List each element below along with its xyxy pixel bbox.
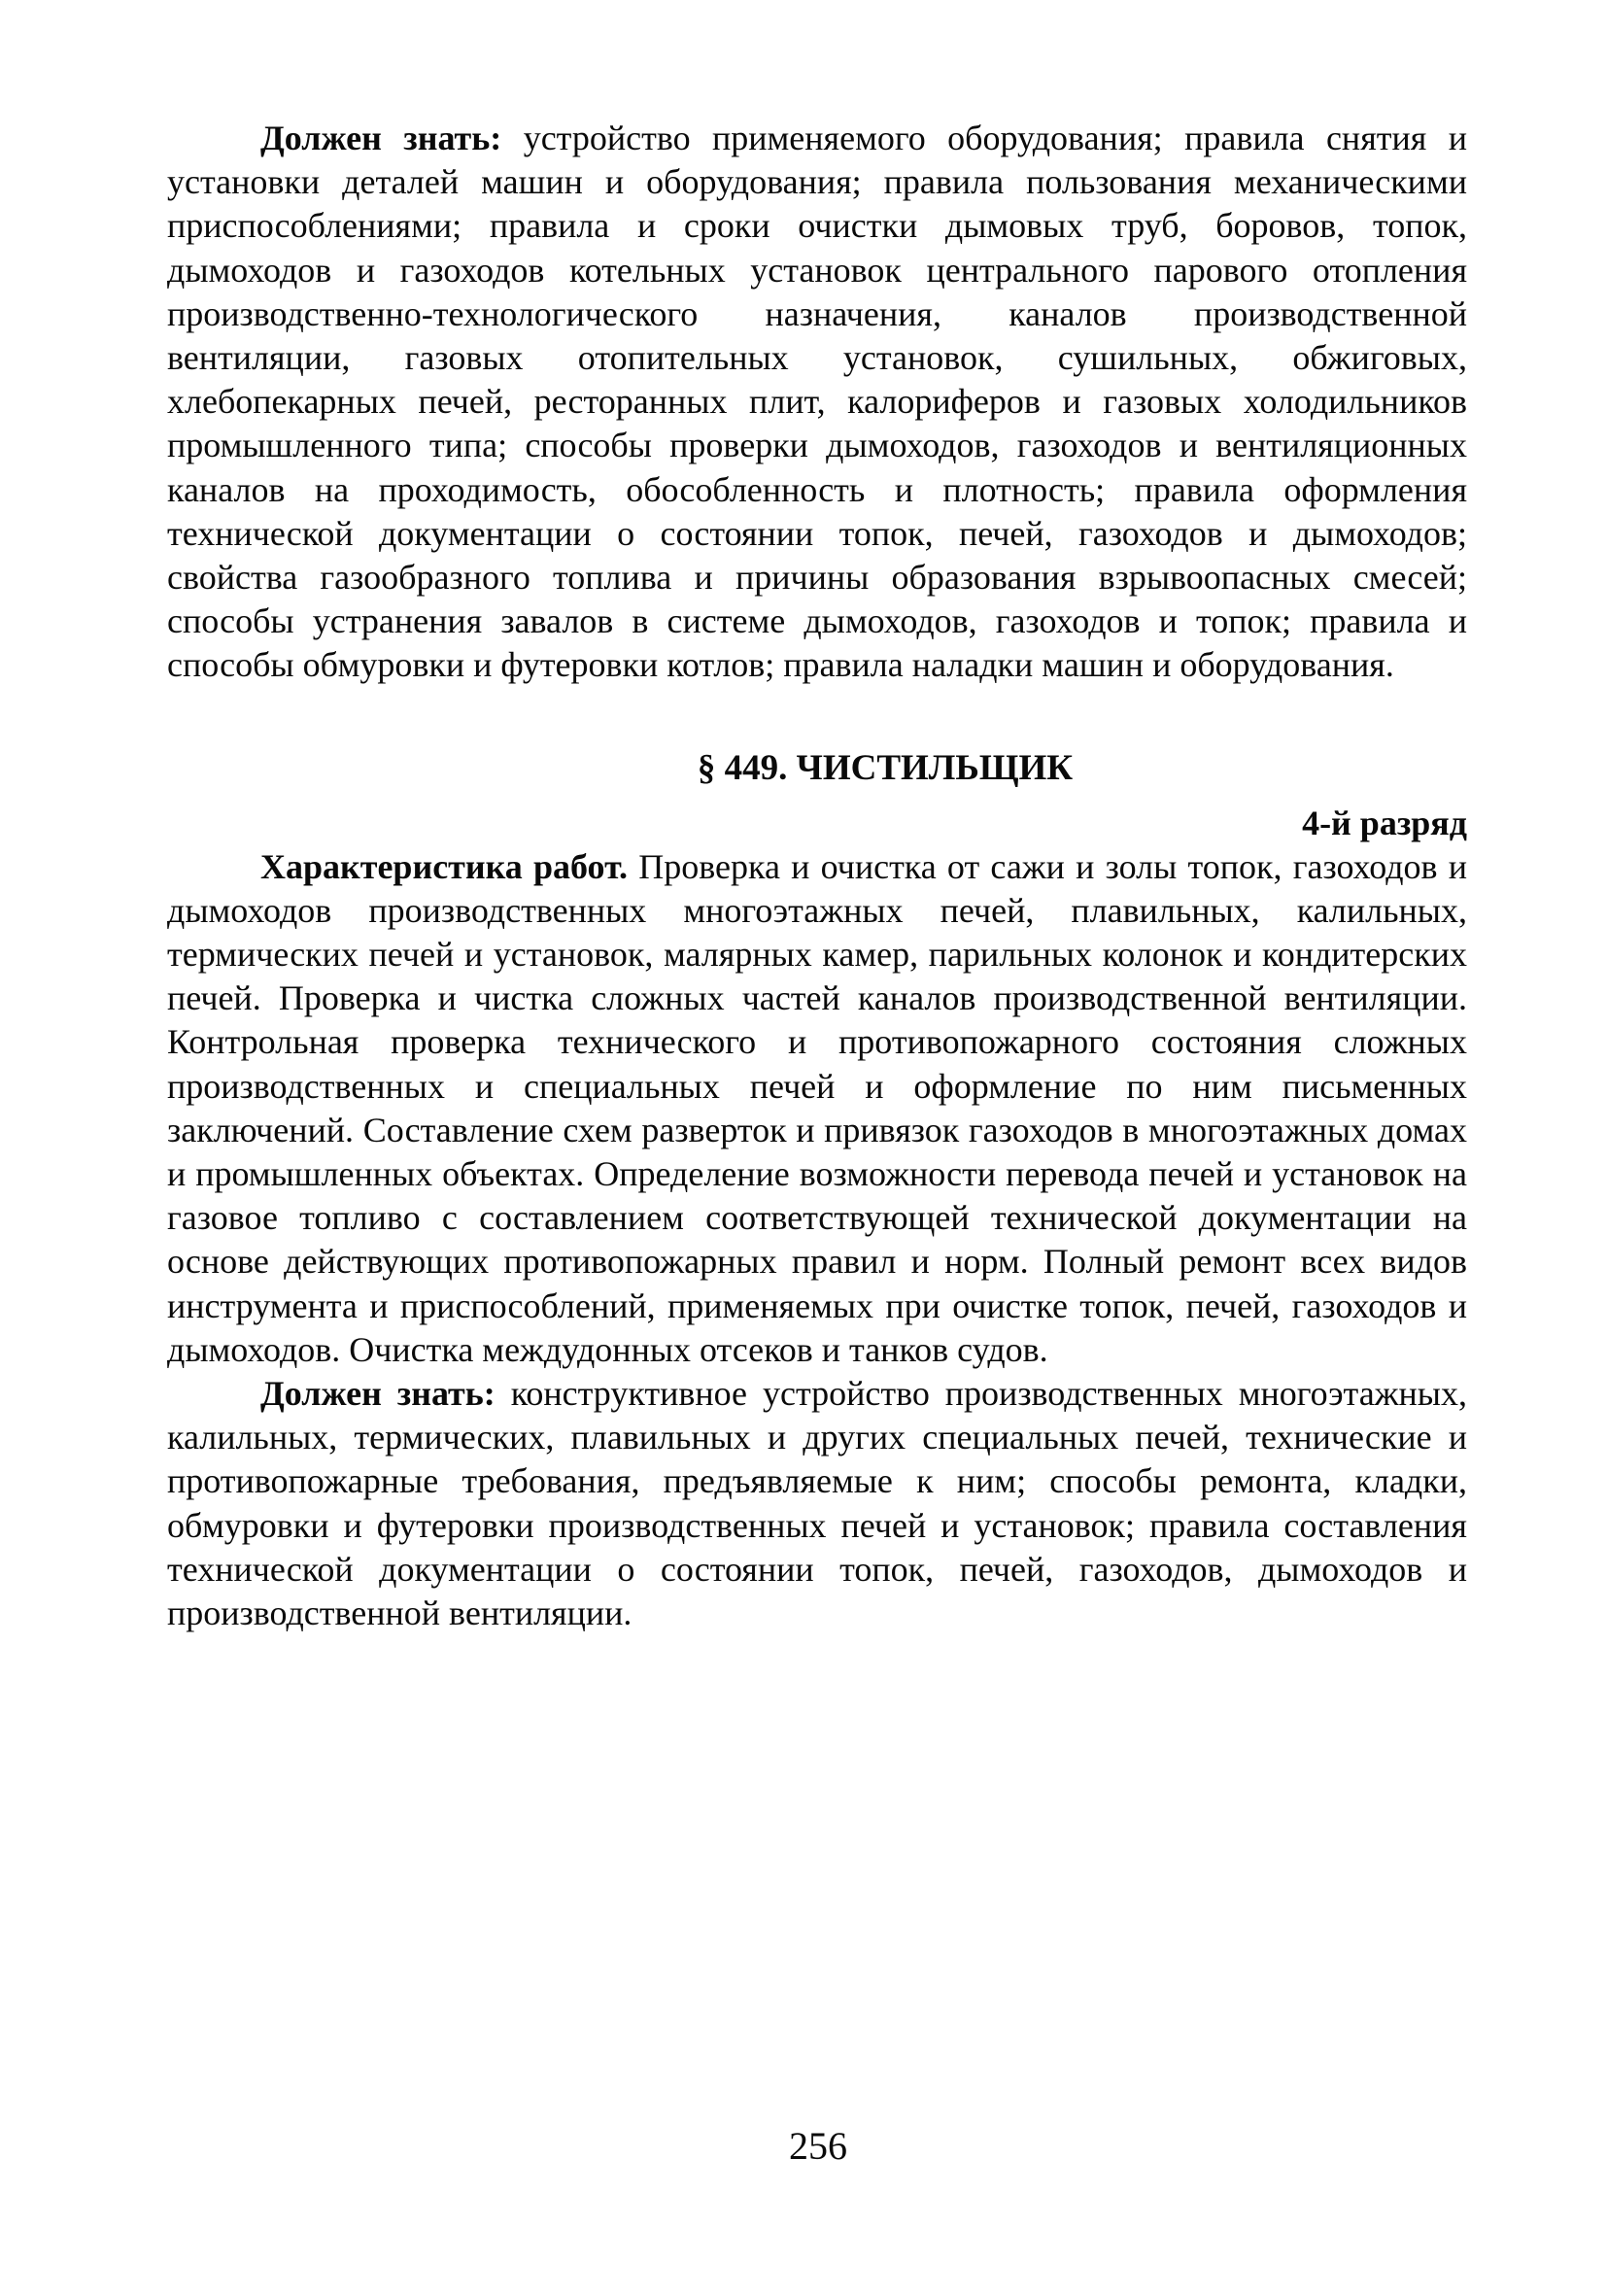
grade-label: 4-й разряд bbox=[1302, 803, 1467, 842]
knowledge-text: конструктивное устройство производственных многоэтажных, калильных, термических, плавильных и других специальных печей, технические и противопожарные требования, предъявляемые к ним; способы ремонта, кладки, обмуровки и футеровки производственных печей и установок; правила составления технической документации о состоянии топок, печей, газоходов, дымоходов и производственной вентиляции. bbox=[167, 1374, 1467, 1633]
work-description-lead: Характеристика работ. bbox=[260, 846, 629, 886]
intro-paragraph bbox=[167, 117, 1467, 688]
intro-lead: Должен знать: bbox=[260, 119, 502, 157]
work-description-text: Проверка и очистка от сажи и золы топок, газоходов и дымоходов производственных многоэтажных печей, плавильных, калильных, термических печей и установок, малярных камер, парильных колонок и кондитерских печей. Проверка и чистка сложных частей каналов производственной вентиляции. Контрольная проверка технического и противопожарного состояния сложных производственных и специальных печей и оформление по ним письменных заключений. Составление схем разверток и привязок газоходов в многоэтажных домах и промышленных объектах. Определение возможности перевода печей и установок на газовое топливо с составлением соответствующей технической документации на основе действующих противопожарных правил и норм. Полный ремонт всех видов инструмента и приспособлений, применяемых при очистке топок, печей, газоходов и дымоходов. Очистка междудонных отсеков и танков судов. bbox=[167, 846, 1467, 1369]
intro-text: устройство применяемого оборудования; правила снятия и установки деталей машин и оборудования; правила пользования механическими приспособлениями; правила и сроки очистки дымовых труб, боровов, топок, дымоходов и газоходов котельных установок центрального парового отопления производственно-технологического назначения, каналов производственной вентиляции, газовых отопительных установок, сушильных, обжиговых, хлебопекарных печей, ресторанных плит, калориферов и газовых холодильников промышленного типа; способы проверки дымоходов, газоходов и вентиляционных каналов на проходимость, обособленность и плотность; правила оформления технической документации о состоянии топок, печей, газоходов и дымоходов; свойства газообразного топлива и причины образования взрывоопасных смесей; способы устранения завалов в системе дымоходов, газоходов и топок; правила и способы обмуровки и футеровки котлов; правила наладки машин и оборудования. bbox=[167, 119, 1468, 685]
section-title: § 449. ЧИСТИЛЬЩИК bbox=[697, 747, 1074, 788]
page-number: 256 bbox=[789, 2124, 847, 2168]
work-description-paragraph bbox=[167, 845, 1467, 1372]
knowledge-paragraph bbox=[167, 1372, 1467, 1635]
page-body bbox=[167, 117, 1467, 1635]
knowledge-lead: Должен знать: bbox=[260, 1374, 496, 1414]
